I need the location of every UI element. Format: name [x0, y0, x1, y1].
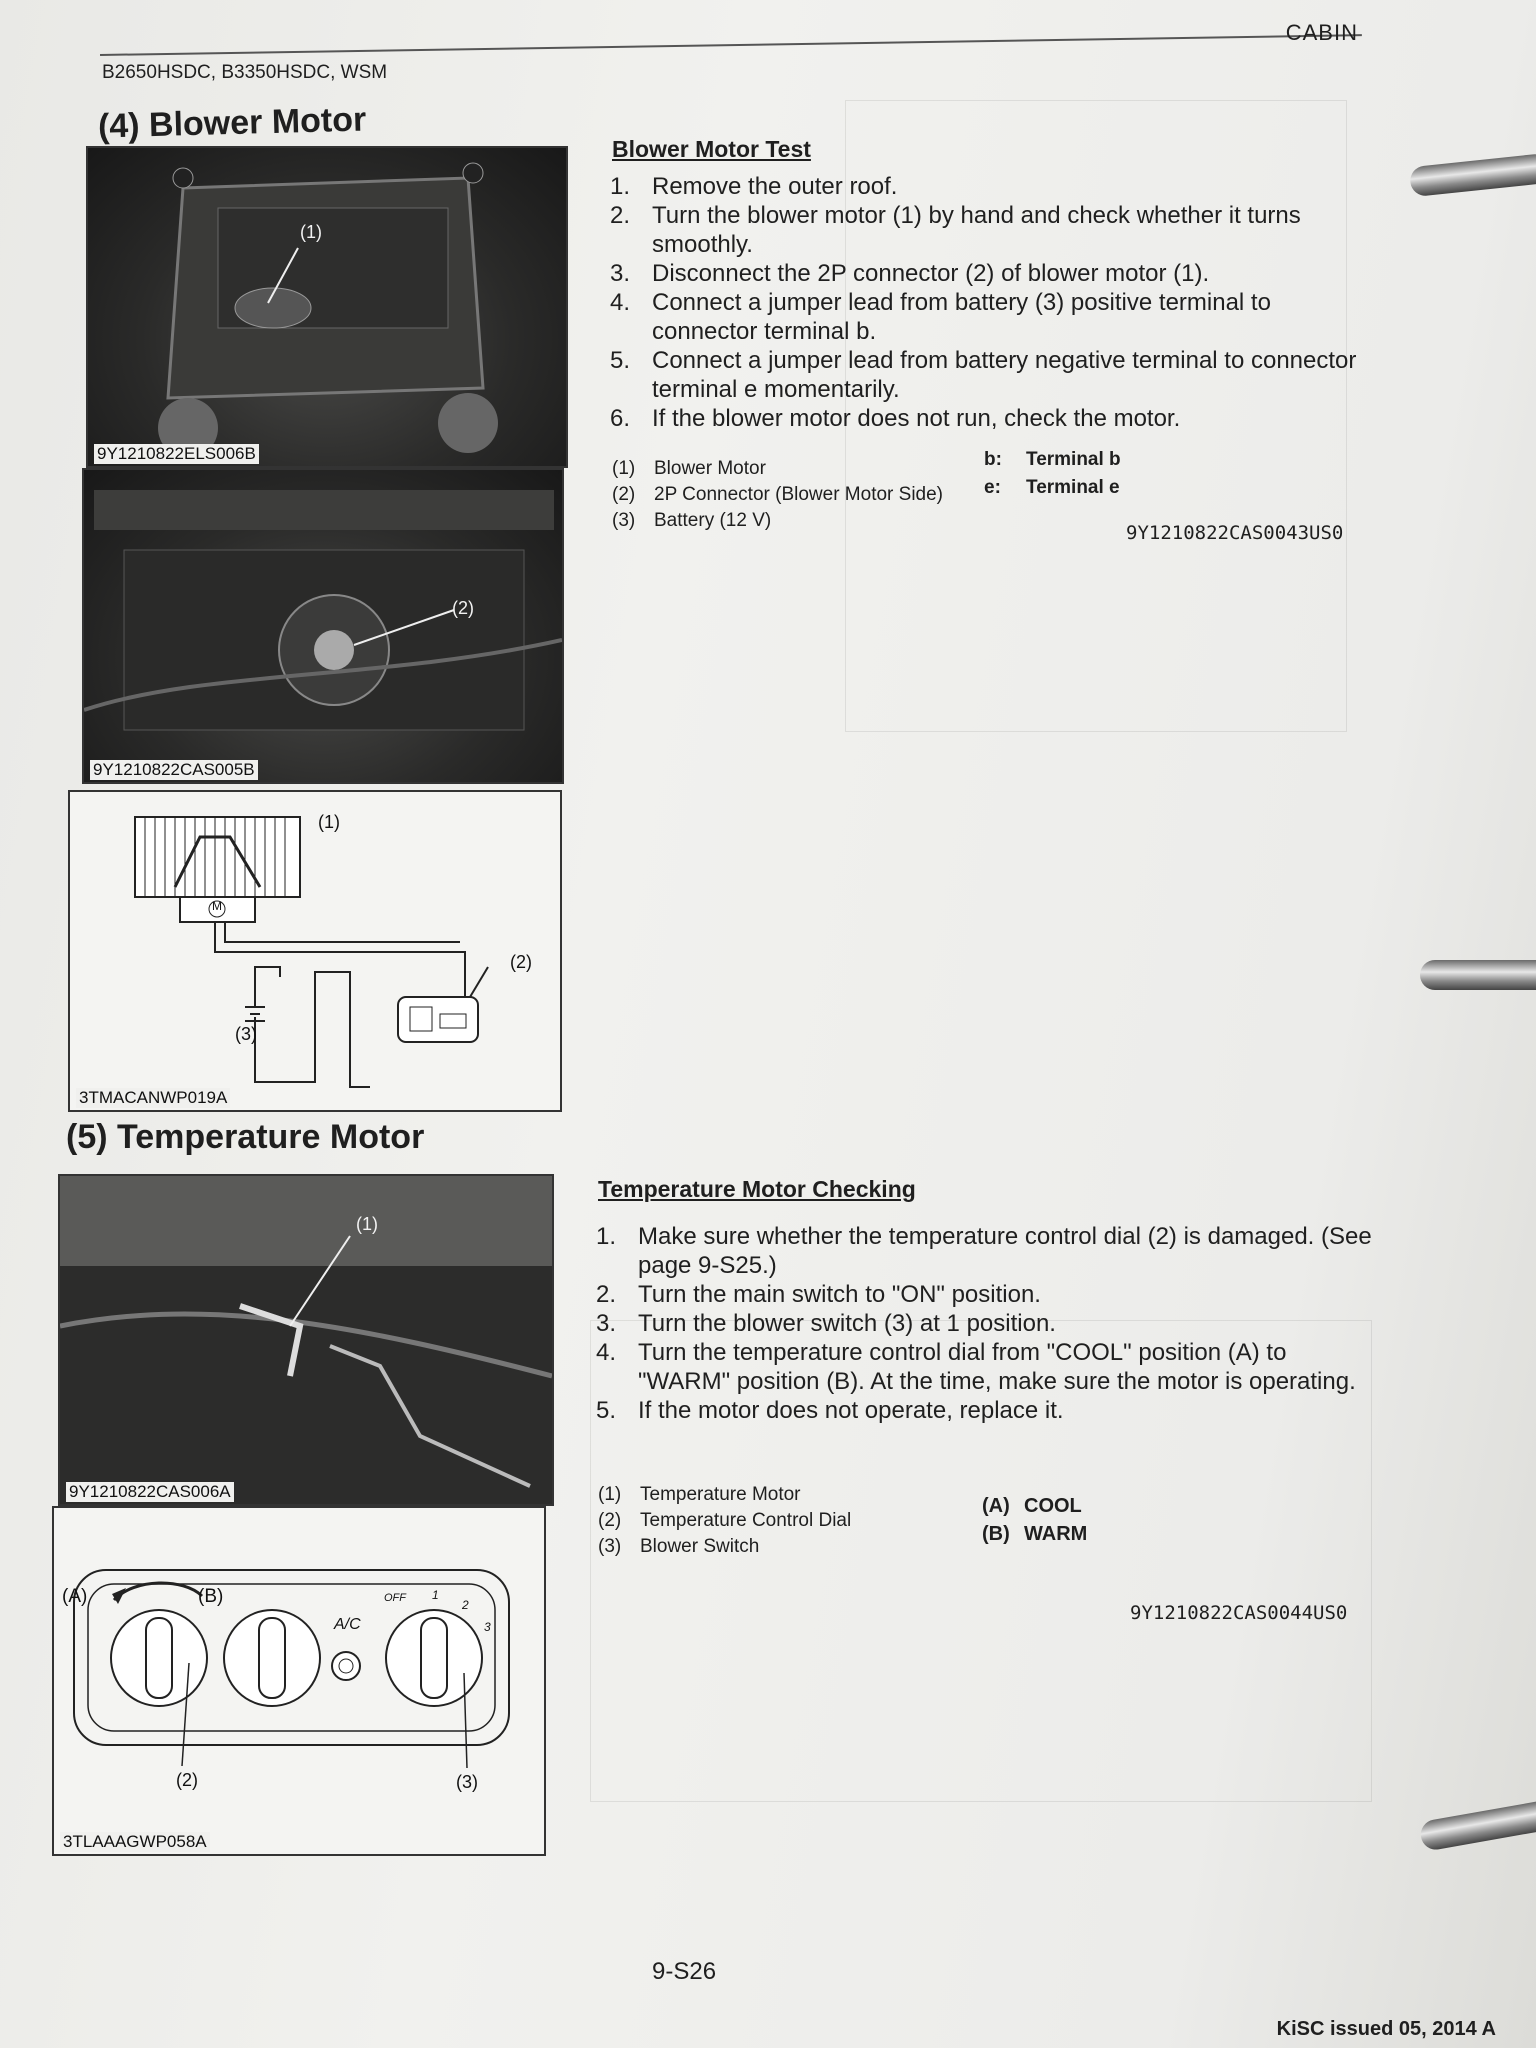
speed-1-label: 1 [432, 1588, 439, 1602]
list-item: 5. If the motor does not operate, replace it. [596, 1397, 1064, 1424]
position-legend [982, 1492, 1087, 1548]
callout-a: (A) [62, 1586, 88, 1607]
blower-ref-code: 9Y1210822CAS0043US0 [1126, 522, 1344, 544]
figure-temp-motor-photo [58, 1174, 554, 1506]
speed-3-label: 3 [484, 1620, 491, 1634]
header-rule [100, 34, 1362, 56]
figure-code: 9Y1210822ELS006B [94, 444, 259, 464]
control-panel-diagram [54, 1508, 544, 1854]
callout-b: (B) [198, 1586, 224, 1607]
binder-ring [1409, 153, 1536, 197]
blower-steps [610, 172, 1370, 433]
legend-row: (1) Blower Motor [612, 458, 766, 479]
legend-row: b: Terminal b [984, 449, 1121, 470]
callout-2: (2) [510, 952, 532, 972]
legend-row: (2) Temperature Control Dial [598, 1510, 852, 1531]
speed-2-label: 2 [462, 1598, 469, 1612]
callout-3: (3) [456, 1772, 478, 1792]
section-title-temperature-motor: (5) Temperature Motor [66, 1118, 425, 1156]
figure-code: 3TLAAAGWP058A [60, 1832, 210, 1852]
roof-photo-illustration [88, 148, 566, 466]
list-item: 4. Connect a jumper lead from battery (3) positive terminal to connector terminal b. [610, 289, 1271, 345]
circuit-diagram [70, 792, 560, 1110]
binder-ring [1420, 960, 1536, 990]
motor-symbol: M [212, 899, 222, 913]
blower-legend [612, 456, 992, 534]
list-item: 5. Connect a jumper lead from battery negative terminal to connector terminal e momentarily. [610, 347, 1357, 403]
legend-row: (3) Battery (12 V) [612, 510, 772, 531]
page-number: 9-S26 [652, 1958, 717, 1985]
list-item: 3. Disconnect the 2P connector (2) of blower motor (1). [610, 260, 1210, 287]
header-section: CABIN [1285, 20, 1358, 45]
list-item: 1. Remove the outer roof. [610, 173, 898, 200]
callout-3: (3) [235, 1024, 257, 1044]
legend-row: (1) Temperature Motor [598, 1484, 801, 1505]
figure-code: 9Y1210822CAS005B [90, 760, 258, 780]
ac-label: A/C [334, 1616, 361, 1633]
figure-code: 3TMACANWP019A [76, 1088, 230, 1108]
legend-row: (2) 2P Connector (Blower Motor Side) [612, 484, 943, 505]
list-item: 1. Make sure whether the temperature control dial (2) is damaged. (See page 9-S25.) [596, 1223, 1372, 1279]
blower-procedure-title: Blower Motor Test [612, 136, 811, 162]
figure-circuit-diagram [68, 790, 562, 1112]
section-title-blower-motor: (4) Blower Motor [97, 100, 367, 146]
figure-roof-photo [86, 146, 568, 468]
temp-procedure-title: Temperature Motor Checking [598, 1176, 916, 1202]
header-model: B2650HSDC, B3350HSDC, WSM [102, 62, 388, 83]
binder-ring [1418, 1798, 1536, 1852]
list-item: 6. If the blower motor does not run, check the motor. [610, 405, 1181, 432]
legend-row: (3) Blower Switch [598, 1536, 760, 1557]
temp-legend [598, 1482, 968, 1560]
list-item: 2. Turn the blower motor (1) by hand and check whether it turns smoothly. [610, 202, 1301, 258]
callout-2: (2) [452, 598, 474, 618]
legend-row: e: Terminal e [984, 477, 1120, 498]
off-label: OFF [384, 1592, 406, 1604]
issue-note: KiSC issued 05, 2014 A [1276, 2018, 1496, 2040]
temp-ref-code: 9Y1210822CAS0044US0 [1130, 1602, 1348, 1624]
temp-steps [596, 1222, 1382, 1425]
legend-row: (A) COOL [982, 1495, 1082, 1517]
callout-1: (1) [300, 222, 322, 242]
figure-control-panel [52, 1506, 546, 1856]
legend-row: (B) WARM [982, 1523, 1088, 1545]
blower-photo-illustration [84, 470, 562, 782]
terminal-legend [984, 446, 1121, 502]
list-item: 3. Turn the blower switch (3) at 1 position. [596, 1310, 1056, 1337]
callout-1: (1) [318, 812, 340, 832]
list-item: 4. Turn the temperature control dial from "COOL" position (A) to "WARM" position (B). At the time, make sure the motor is operating. [596, 1339, 1356, 1395]
figure-blower-photo [82, 468, 564, 784]
list-item: 2. Turn the main switch to "ON" position. [596, 1281, 1041, 1308]
temp-motor-photo-illustration [60, 1176, 552, 1504]
callout-1: (1) [356, 1214, 378, 1234]
figure-code: 9Y1210822CAS006A [66, 1482, 234, 1502]
callout-2: (2) [176, 1770, 198, 1790]
